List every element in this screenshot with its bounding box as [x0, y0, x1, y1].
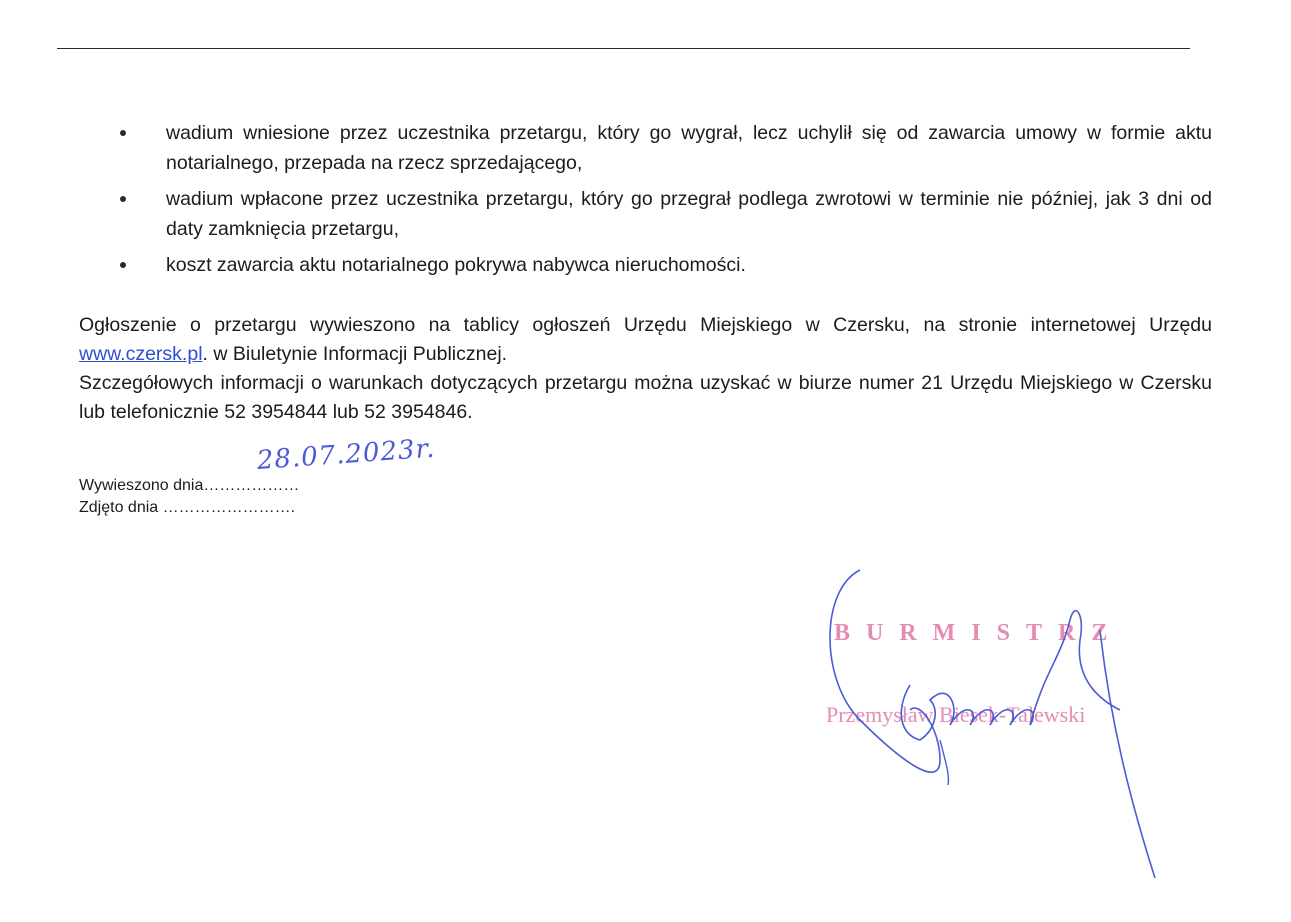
condition-text: koszt zawarcia aktu notarialnego pokrywa nabywca nieruchomości.: [166, 254, 746, 276]
condition-text: wadium wpłacone przez uczestnika przetargu, który go przegrał podlega zwrotowi w terminie nie później, jak 3 dni od daty zamknięcia przetargu,: [166, 188, 1212, 240]
removed-date-line: Zdjęto dnia …………………….: [79, 499, 296, 516]
bullet-icon: [120, 262, 126, 268]
list-item: [120, 250, 1212, 280]
list-item: [120, 118, 1212, 178]
czersk-website-link[interactable]: www.czersk.pl: [79, 343, 203, 365]
notice-text-after-link: . w Biuletynie Informacji Publicznej.: [202, 343, 508, 365]
stamp-name: Przemysław Biesek-Talewski: [826, 702, 1086, 727]
bullet-icon: [120, 130, 126, 136]
mayor-stamp: [826, 618, 1166, 748]
top-divider-line: [57, 48, 1190, 49]
bullet-icon: [120, 196, 126, 202]
notice-paragraph: [79, 311, 1212, 369]
handwritten-posted-date: 28.07.2023r.: [255, 433, 437, 476]
posting-dates: [79, 475, 299, 519]
posted-date-line: Wywieszono dnia………………: [79, 477, 300, 494]
list-item: [120, 184, 1212, 244]
condition-text: wadium wniesione przez uczestnika przetargu, który go wygrał, lecz uchylił się od zawarcia umowy w formie aktu notarialnego, przepada na rzecz sprzedającego,: [166, 122, 1212, 174]
stamp-title: BURMISTRZ: [834, 620, 1124, 646]
info-paragraph: Szczegółowych informacji o warunkach dotyczących przetargu można uzyskać w biurze numer 21 Urzędu Miejskiego w Czersku lub telefonicznie 52 3954844 lub 52 3954846.: [79, 372, 1212, 423]
conditions-list: [120, 118, 1212, 286]
notice-text-before-link: Ogłoszenie o przetargu wywieszono na tablicy ogłoszeń Urzędu Miejskiego w Czersku, na stronie internetowej Urzędu: [79, 314, 1212, 336]
notice-section: [79, 311, 1212, 427]
